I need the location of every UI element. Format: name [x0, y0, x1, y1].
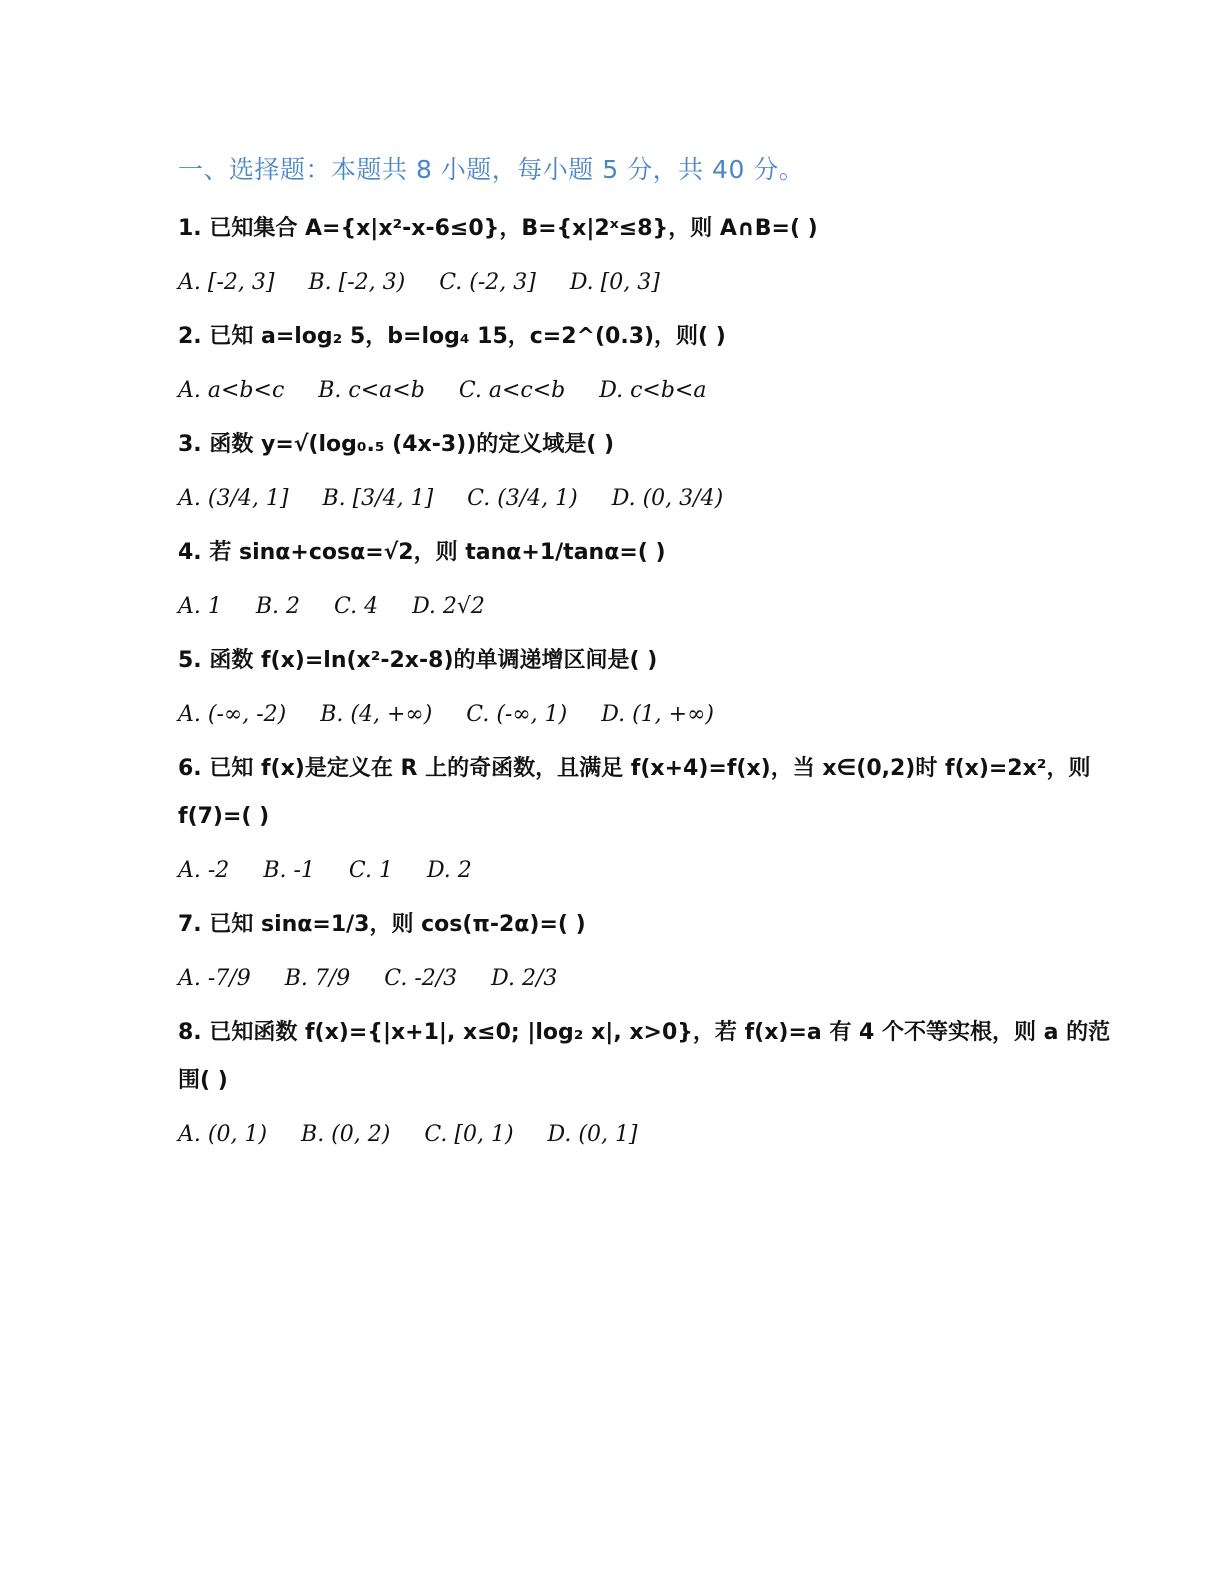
question-4-options — [178, 592, 519, 622]
question-1-stem: 1. 已知集合 A={x|x²-x-6≤0}，B={x|2ˣ≤8}，则 A∩B=( ) — [178, 216, 818, 241]
question-6-stem-continued: f(7)=( ) — [178, 804, 270, 829]
option-b: B. c<a<b — [318, 378, 425, 403]
option-b: B. [-2, 3) — [308, 270, 406, 295]
question-8-stem: 8. 已知函数 f(x)={|x+1|, x≤0; |log₂ x|, x>0}，若 f(x)=a 有 4 个不等实根，则 a 的范 — [178, 1020, 1111, 1045]
option-b: B. (4, +∞) — [320, 702, 433, 727]
option-d: D. (0, 3/4) — [611, 486, 724, 511]
option-d: D. c<b<a — [599, 378, 707, 403]
question-7-stem: 7. 已知 sinα=1/3，则 cos(π-2α)=( ) — [178, 912, 586, 937]
option-a: A. -7/9 — [178, 966, 251, 991]
option-b: B. 7/9 — [284, 966, 351, 991]
question-1-options — [178, 268, 694, 298]
option-b: B. -1 — [263, 858, 315, 883]
option-d: D. 2 — [426, 858, 472, 883]
option-a: A. [-2, 3] — [178, 270, 275, 295]
question-4-stem: 4. 若 sinα+cosα=√2，则 tanα+1/tanα=( ) — [178, 540, 666, 565]
option-a: A. 1 — [178, 594, 222, 619]
question-8-stem-continued: 围( ) — [178, 1068, 228, 1093]
option-b: B. 2 — [255, 594, 301, 619]
option-c: C. -2/3 — [384, 966, 458, 991]
option-d: D. (0, 1] — [547, 1122, 638, 1147]
question-3-options — [178, 484, 757, 514]
option-d: D. (1, +∞) — [601, 702, 714, 727]
question-8-options — [178, 1120, 672, 1150]
question-6-stem: 6. 已知 f(x)是定义在 R 上的奇函数，且满足 f(x+4)=f(x)，当 x∈(0,2)时 f(x)=2x²，则 — [178, 756, 1091, 781]
question-6-options — [178, 856, 506, 886]
option-c: C. (-∞, 1) — [466, 702, 568, 727]
option-d: D. 2√2 — [412, 594, 485, 619]
option-b: B. [3/4, 1] — [322, 486, 434, 511]
question-5-options — [178, 700, 748, 730]
option-a: A. (-∞, -2) — [178, 702, 287, 727]
option-c: C. [0, 1) — [424, 1122, 514, 1147]
option-d: D. 2/3 — [491, 966, 558, 991]
option-c: C. (-2, 3] — [439, 270, 536, 295]
option-d: D. [0, 3] — [569, 270, 660, 295]
option-c: C. (3/4, 1) — [467, 486, 578, 511]
option-c: C. 4 — [334, 594, 379, 619]
question-2-stem: 2. 已知 a=log₂ 5，b=log₄ 15，c=2^(0.3)，则( ) — [178, 324, 726, 349]
option-a: A. (3/4, 1] — [178, 486, 289, 511]
option-a: A. a<b<c — [178, 378, 285, 403]
option-a: A. (0, 1) — [178, 1122, 268, 1147]
option-a: A. -2 — [178, 858, 230, 883]
question-5-stem: 5. 函数 f(x)=ln(x²-2x-8)的单调递增区间是( ) — [178, 648, 658, 673]
question-2-options — [178, 376, 740, 406]
option-b: B. (0, 2) — [301, 1122, 391, 1147]
question-7-options — [178, 964, 591, 994]
option-c: C. a<c<b — [458, 378, 566, 403]
option-c: C. 1 — [348, 858, 393, 883]
question-3-stem: 3. 函数 y=√(log₀.₅ (4x-3))的定义域是( ) — [178, 432, 615, 457]
section-title: 一、选择题：本题共 8 小题，每小题 5 分，共 40 分。 — [178, 155, 805, 184]
